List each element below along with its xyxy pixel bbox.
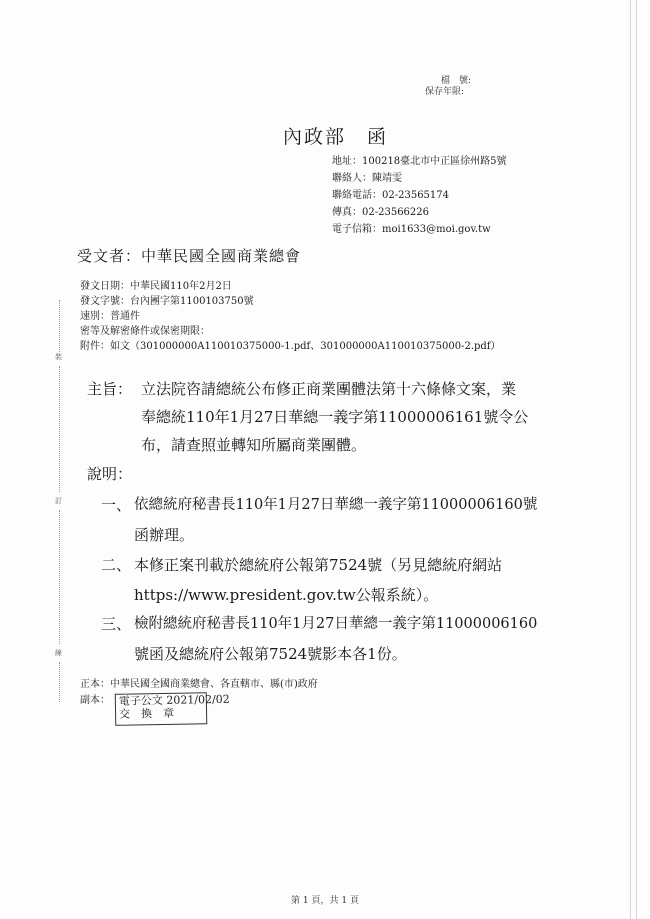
explanation-item-number: 二、 (101, 556, 132, 574)
contact-block (332, 153, 507, 238)
subject-line: 立法院咨請總統公布修正商業團體法第十六條條文案，業 (141, 380, 517, 398)
explanation-item-line: 號函及總統府公報第7524號影本各1份。 (134, 645, 407, 663)
stamp-line: 交 換 章 (118, 706, 175, 721)
attachments: 附件：如文（301000000A110010375000-1.pdf、301000000A110010375000-2.pdf） (80, 341, 501, 352)
meta-block (80, 279, 501, 354)
exchange-stamp (115, 692, 230, 726)
binding-dotted-line (59, 662, 60, 702)
stamp-line: 電子公文 2021/02/02 (118, 692, 230, 708)
explanation-item-line: 函辦理。 (134, 526, 195, 544)
file-number-label: 檔 號: (441, 76, 472, 86)
primary-recipients: 正本：中華民國全國商業總會、各直轄市、縣(市)政府 (80, 679, 318, 690)
recipient: 受文者：中華民國全國商業總會 (77, 247, 302, 265)
phone: 聯絡電話：02-23565174 (332, 190, 450, 201)
delivery-speed: 速別：普通件 (80, 311, 140, 322)
subject-line: 奉總統110年1月27日華總一義字第11000006161號令公 (141, 408, 529, 426)
contact-person: 聯絡人：陳靖雯 (332, 173, 402, 184)
binding-mark-ding: 訂 (55, 497, 62, 505)
page-footer: 第 1 頁，共 1 頁 (291, 896, 359, 906)
explanation-heading: 說明： (87, 465, 133, 483)
subject-text (141, 375, 565, 459)
explanation-item-line: 依總統府秘書長110年1月27日華總一義字第11000006160號 (134, 497, 538, 513)
explanation-item-line: 檢附總統府秘書長110年1月27日華總一義字第11000006160 (134, 616, 538, 632)
explanation-item-number: 三、 (101, 615, 132, 633)
retention-label: 保存年限: (425, 87, 465, 97)
issue-date: 發文日期：中華民國110年2月2日 (80, 281, 232, 292)
copy-label: 副本： (80, 695, 110, 706)
fax: 傳真：02-23566226 (332, 207, 430, 218)
email: 電子信箱：moi1633@moi.gov.tw (332, 224, 491, 235)
document-number: 發文字號：台內團字第1100103750號 (80, 296, 254, 307)
file-info (425, 76, 471, 98)
subject-label: 主旨： (87, 380, 133, 398)
explanation-item-line: 本修正案刊載於總統府公報第7524號（另見總統府網站 (134, 556, 503, 574)
binding-dotted-line (59, 366, 60, 492)
binding-dotted-line (59, 300, 60, 352)
right-edge-line-2 (636, 0, 637, 919)
binding-dotted-line (59, 510, 60, 644)
address: 地址：100218臺北市中正區徐州路5號 (332, 156, 507, 167)
explanation-item-line: https://www.president.gov.tw公報系統）。 (134, 586, 439, 604)
binding-mark-zhuang: 裝 (55, 353, 62, 361)
binding-mark-xian: 線 (55, 649, 62, 657)
subject-line: 布，請查照並轉知所屬商業團體。 (141, 436, 367, 454)
right-edge-line (630, 0, 631, 919)
document-title: 內政部 函 (283, 126, 389, 148)
classification: 密等及解密條件或保密期限： (80, 326, 210, 337)
explanation-item-number: 一、 (101, 496, 132, 514)
